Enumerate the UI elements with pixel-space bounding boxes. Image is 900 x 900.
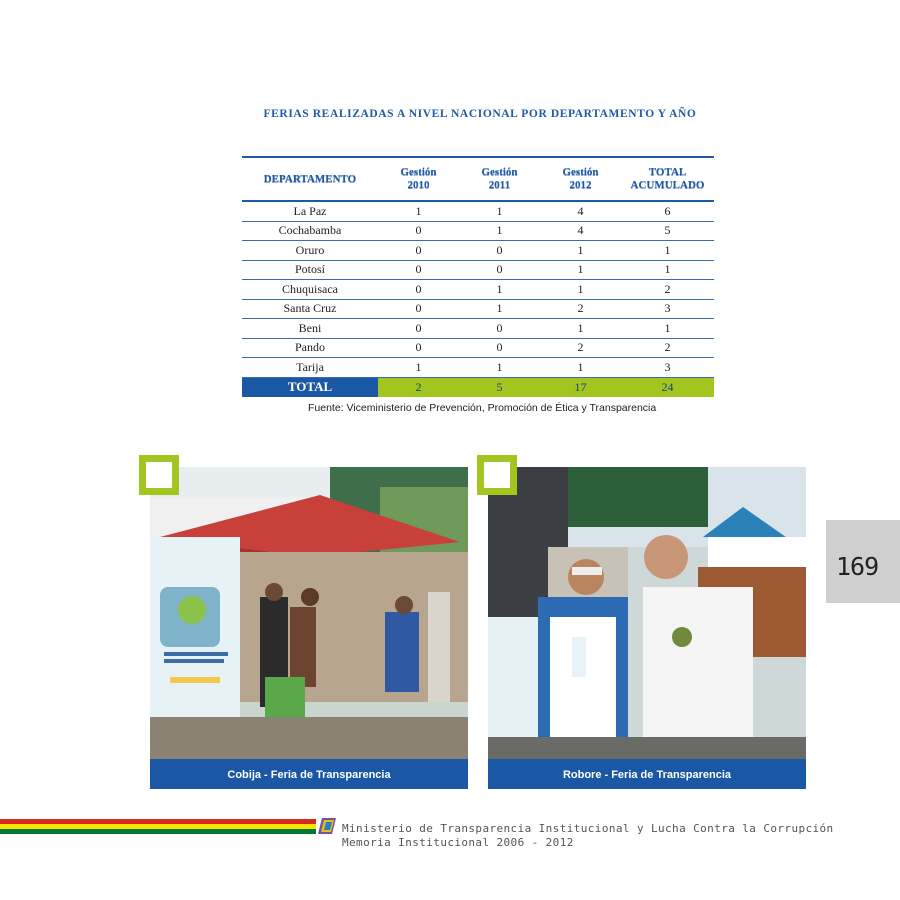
cell-g2012: 2 xyxy=(540,338,621,358)
cell-total: 1 xyxy=(621,260,714,280)
cell-g2012: 1 xyxy=(540,280,621,300)
table-row xyxy=(242,241,714,261)
cell-g2010: 1 xyxy=(378,358,459,378)
cell-g2010: 0 xyxy=(378,241,459,261)
cell-g2012: 4 xyxy=(540,201,621,221)
table-row xyxy=(242,299,714,319)
header-2011: Gestión 2011 xyxy=(459,157,540,201)
cell-dept: Cochabamba xyxy=(242,221,378,241)
photo-cobija xyxy=(150,467,468,789)
cell-g2010: 0 xyxy=(378,260,459,280)
cell-g2012: 1 xyxy=(540,358,621,378)
cell-dept: Tarija xyxy=(242,358,378,378)
cell-total: 3 xyxy=(621,299,714,319)
footer-ministry: Ministerio de Transparencia Institucional y Lucha Contra la Corrupción xyxy=(342,822,834,835)
cell-g2010: 1 xyxy=(378,201,459,221)
total-total: 24 xyxy=(621,377,714,397)
cell-g2011: 0 xyxy=(459,260,540,280)
cell-total: 2 xyxy=(621,338,714,358)
header-department: DEPARTAMENTO xyxy=(242,157,378,201)
cell-total: 2 xyxy=(621,280,714,300)
cobija-fair-image xyxy=(150,467,468,759)
cell-dept: Potosí xyxy=(242,260,378,280)
cell-g2010: 0 xyxy=(378,338,459,358)
table-row xyxy=(242,319,714,339)
cell-dept: Santa Cruz xyxy=(242,299,378,319)
page-number: 169 xyxy=(836,552,879,581)
robore-fair-image xyxy=(488,467,806,759)
cell-dept: La Paz xyxy=(242,201,378,221)
cell-dept: Beni xyxy=(242,319,378,339)
cell-g2012: 4 xyxy=(540,221,621,241)
cell-dept: Chuquisaca xyxy=(242,280,378,300)
page-number-tab xyxy=(826,520,900,603)
photo-caption-robore: Robore - Feria de Transparencia xyxy=(488,759,806,789)
cell-dept: Oruro xyxy=(242,241,378,261)
table-row xyxy=(242,338,714,358)
bolivia-flag-stripe xyxy=(0,819,316,834)
total-g2010: 2 xyxy=(378,377,459,397)
decorative-square-icon xyxy=(477,455,517,495)
table-row xyxy=(242,260,714,280)
cell-g2011: 1 xyxy=(459,358,540,378)
footer-memoria: Memoria Institucional 2006 - 2012 xyxy=(342,836,574,849)
table-total-row xyxy=(242,377,714,397)
photo-caption-cobija: Cobija - Feria de Transparencia xyxy=(150,759,468,789)
table-row xyxy=(242,280,714,300)
cell-g2010: 0 xyxy=(378,280,459,300)
table-source: Fuente: Viceministerio de Prevención, Promoción de Ética y Transparencia xyxy=(308,402,657,414)
total-label: TOTAL xyxy=(242,377,378,397)
cell-g2011: 1 xyxy=(459,201,540,221)
cell-g2012: 1 xyxy=(540,260,621,280)
cell-g2012: 1 xyxy=(540,241,621,261)
cell-g2011: 0 xyxy=(459,241,540,261)
cell-total: 1 xyxy=(621,319,714,339)
cell-g2011: 0 xyxy=(459,338,540,358)
cell-g2011: 1 xyxy=(459,280,540,300)
table-row xyxy=(242,221,714,241)
total-g2012: 17 xyxy=(540,377,621,397)
cell-g2011: 0 xyxy=(459,319,540,339)
header-total: TOTAL ACUMULADO xyxy=(621,157,714,201)
table-row xyxy=(242,358,714,378)
cell-total: 3 xyxy=(621,358,714,378)
table-title: FERIAS REALIZADAS A NIVEL NACIONAL POR DEPARTAMENTO Y AÑO xyxy=(263,108,697,120)
cell-g2012: 2 xyxy=(540,299,621,319)
total-g2011: 5 xyxy=(459,377,540,397)
cell-total: 6 xyxy=(621,201,714,221)
cell-dept: Pando xyxy=(242,338,378,358)
fairs-table xyxy=(242,156,714,397)
cell-g2011: 1 xyxy=(459,221,540,241)
decorative-square-icon xyxy=(139,455,179,495)
footer xyxy=(342,822,834,850)
table-header-row xyxy=(242,157,714,201)
wiphala-icon xyxy=(318,818,336,834)
header-2012: Gestión 2012 xyxy=(540,157,621,201)
table-row xyxy=(242,201,714,221)
header-2010: Gestión 2010 xyxy=(378,157,459,201)
cell-g2012: 1 xyxy=(540,319,621,339)
cell-g2010: 0 xyxy=(378,221,459,241)
cell-g2010: 0 xyxy=(378,299,459,319)
photo-robore xyxy=(488,467,806,789)
cell-total: 1 xyxy=(621,241,714,261)
cell-g2011: 1 xyxy=(459,299,540,319)
cell-total: 5 xyxy=(621,221,714,241)
cell-g2010: 0 xyxy=(378,319,459,339)
